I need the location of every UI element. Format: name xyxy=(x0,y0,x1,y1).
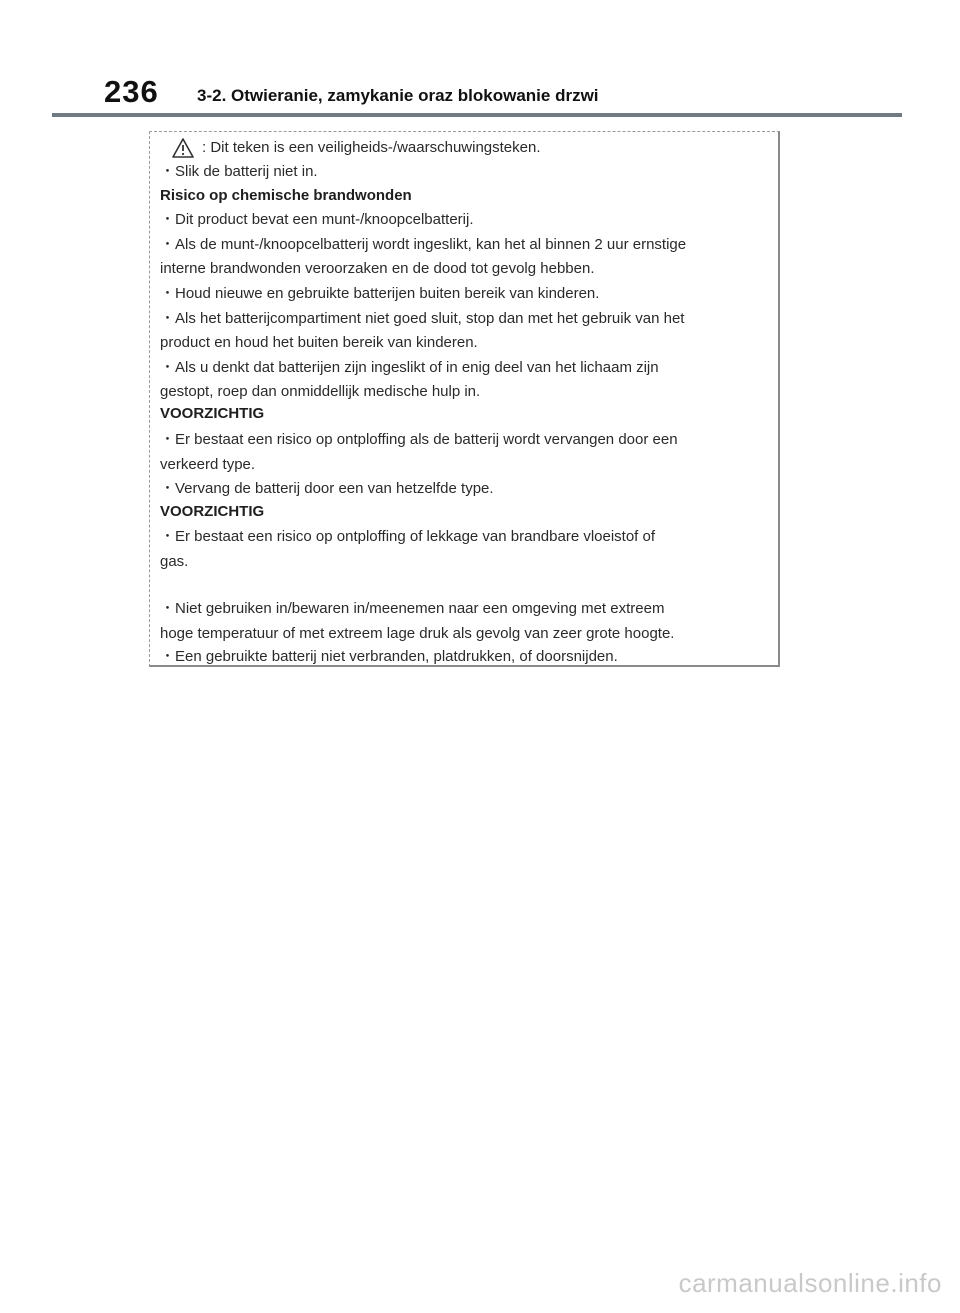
warning-line: gas. xyxy=(160,553,189,570)
warning-line: ・Houd nieuwe en gebruikte batterijen buiten bereik van kinderen. xyxy=(160,285,600,302)
warning-line: ・Slik de batterij niet in. xyxy=(160,163,318,180)
warning-line: ・Er bestaat een risico op ontploffing of lekkage van brandbare vloeistof of xyxy=(160,528,656,545)
section-heading: Risico op chemische brandwonden xyxy=(160,187,412,204)
warning-line-icon xyxy=(172,138,541,158)
warning-triangle-icon xyxy=(172,138,194,158)
warning-symbol-text: : Dit teken is een veiligheids-/waarschuwingsteken. xyxy=(202,139,541,156)
warning-line: ・Als het batterijcompartiment niet goed sluit, stop dan met het gebruik van het xyxy=(160,310,685,327)
warning-line: ・Als u denkt dat batterijen zijn ingeslikt of in enig deel van het lichaam zijn xyxy=(160,359,659,376)
footer-watermark: carmanualsonline.info xyxy=(678,1268,942,1298)
warning-line: ・Er bestaat een risico op ontploffing als de batterij wordt vervangen door een xyxy=(160,431,678,448)
warning-line: ・Niet gebruiken in/bewaren in/meenemen naar een omgeving met extreem xyxy=(160,600,665,617)
chapter-title: 3-2. Otwieranie, zamykanie oraz blokowanie drzwi xyxy=(197,86,599,105)
header-rule xyxy=(52,113,902,117)
section-heading: VOORZICHTIG xyxy=(160,405,265,422)
warning-line: ・Een gebruikte batterij niet verbranden, platdrukken, of doorsnijden. xyxy=(160,648,618,665)
warning-line: gestopt, roep dan onmiddellijk medische hulp in. xyxy=(160,383,481,400)
warning-line: interne brandwonden veroorzaken en de dood tot gevolg hebben. xyxy=(160,260,595,277)
warning-line: product en houd het buiten bereik van kinderen. xyxy=(160,334,478,351)
warning-line: ・Vervang de batterij door een van hetzelfde type. xyxy=(160,480,494,497)
section-heading: VOORZICHTIG xyxy=(160,503,265,520)
warning-line: ・Dit product bevat een munt-/knoopcelbatterij. xyxy=(160,211,474,228)
warning-line: hoge temperatuur of met extreem lage druk als gevolg van zeer grote hoogte. xyxy=(160,625,675,642)
page-number: 236 xyxy=(104,74,159,109)
warning-line: ・Als de munt-/knoopcelbatterij wordt ingeslikt, kan het al binnen 2 uur ernstige xyxy=(160,236,687,253)
warning-line: verkeerd type. xyxy=(160,456,256,473)
